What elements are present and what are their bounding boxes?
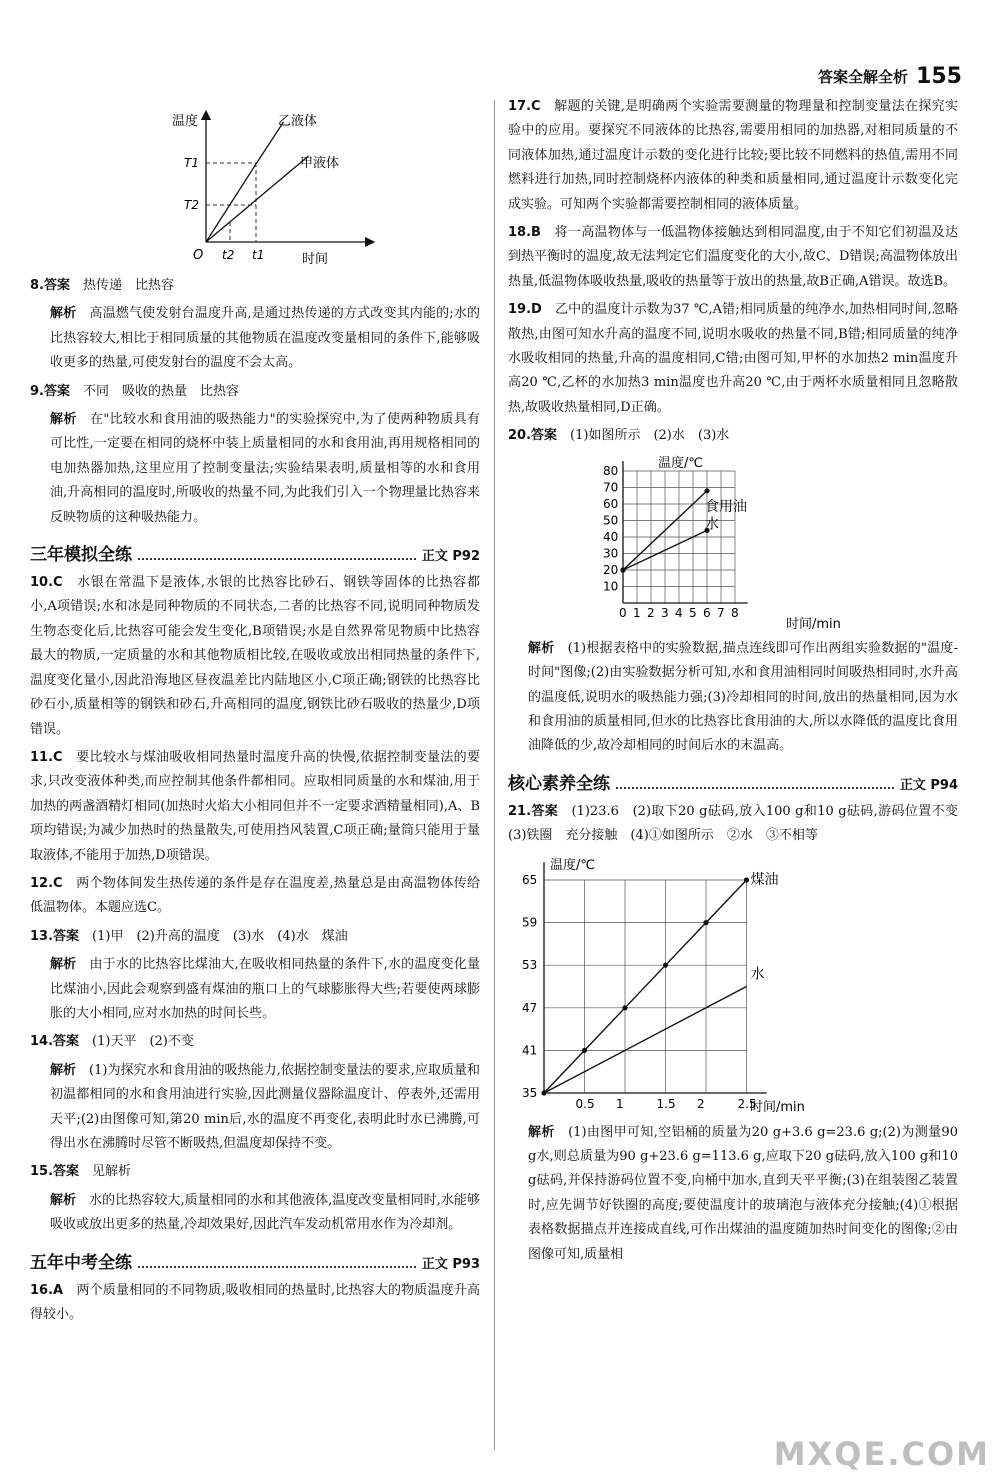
y-tick-label: 40 (603, 529, 619, 544)
series-label-jia: 甲液体 (300, 156, 340, 171)
data-point (663, 962, 668, 967)
item-number: 11.C (30, 749, 63, 765)
y-tick-label: 80 (603, 463, 619, 478)
section-header (30, 540, 480, 565)
x-tick-label: 6 (703, 605, 711, 620)
x-tick-label: 2 (647, 605, 655, 620)
item-text: 见解析 (92, 1164, 132, 1180)
item-number: 21.答案 (508, 803, 559, 819)
leader-dots (138, 546, 416, 560)
item-text: (1)根据表格中的实验数据,描点连线即可作出两组实验数据的"温度-时间"图像;(2)由实验数据分析可知,水和食用油相同时间吸热相同时,水升高的温度低,说明水的吸热能力强;(3)冷却相同的时间,放出的热量相同,因为水和食用油的质量相同,但水的比热容比食用油的大,所以水降低的温度比食用油降低的少,故冷却相同的时间后水的末温高。 (528, 640, 958, 754)
analysis-label: 解析 (50, 957, 77, 973)
item-number: 13.答案 (30, 928, 80, 944)
y-tick-label: 35 (522, 1085, 538, 1100)
answer-item (508, 800, 972, 849)
series-label-yi: 乙液体 (278, 114, 318, 129)
item-number: 12.C (30, 875, 63, 891)
analysis-label: 解析 (50, 1192, 77, 1208)
y-tick-label: 70 (603, 480, 619, 495)
item-text: (1)由图甲可知,空铝桶的质量为20 g+3.6 g=23.6 g;(2)为测量90 g水,则总质量为90 g+23.6 g=113.6 g,应取下20 g砝码,放入100 g和10 g砝码,并保持游码位置不变,向桶中加水,直到天平平衡;(3)在组装图乙装置时,应先调节好铁圈的高度;要使温度计的玻璃泡与液体充分接触;(4)①根据表格数据描点并连接成直线,可作出煤油的温度随加热时间变化的图像;②由图像可知,质量相 (528, 1124, 958, 1262)
y-tick-label: 50 (603, 513, 619, 528)
item-number: 14.答案 (30, 1034, 80, 1050)
x-tick-label: 2.5 (737, 1096, 757, 1111)
data-point (744, 877, 749, 882)
series-label: 水 (750, 966, 765, 983)
answer-item (30, 746, 480, 868)
item-number: 15.答案 (30, 1164, 80, 1180)
leader-dots (138, 1254, 416, 1268)
right-column (508, 95, 972, 1271)
series-line-0 (544, 880, 747, 1093)
y-tick-label: 65 (522, 872, 538, 887)
section-header (508, 769, 958, 794)
section-page-ref: 正文 P94 (899, 777, 958, 793)
item-text: (1)天平 (2)不变 (92, 1034, 194, 1050)
series-line-0 (206, 122, 284, 242)
section-page-ref: 正文 P92 (421, 549, 480, 565)
analysis-paragraph (30, 408, 480, 530)
item-text: 乙中的温度计示数为37 ℃,A错;相同质量的纯净水,加热相同时间,忽略散热,由图可知水升高的温度不同,说明水吸收的热量不同,B错;相同质量的纯净水吸收相同的热量,升高的温度相同,C错;由图可知,甲杯的水加热2 min温度升高20 ℃,乙杯的水加热3 min温度也升高20 ℃,由于两杯水质量相同且忽略散热,故吸收热量相同,D正确。 (508, 302, 958, 415)
series-label: 食用油 (705, 498, 747, 515)
item-number: 16.A (30, 1282, 64, 1298)
answer-item (30, 380, 480, 404)
x-tick-label: 1 (633, 605, 641, 620)
item-text: 在"比较水和食用油的吸热能力"的实验探究中,为了使两种物质具有可比性,一定要在相同的烧杯中装上质量相同的水和食用油,再用规格相同的电加热器加热,这里应用了控制变量法;实验结果表明,质量相等的水和食用油,升高相同的温度时,所吸收的热量不同,为此我们引入一个物理量比热容来反映物质的这种吸热能力。 (50, 412, 480, 525)
chart-liquid-temperature (30, 95, 480, 270)
y-tick-label: T1 (184, 156, 199, 170)
x-tick-label: 4 (675, 605, 683, 620)
x-tick-label: t1 (252, 248, 265, 262)
item-number: 8.答案 (30, 278, 70, 293)
series-label: 水 (705, 516, 719, 533)
x-tick-label: 3 (661, 605, 669, 620)
series-line-1 (206, 156, 309, 242)
analysis-paragraph (30, 1189, 480, 1238)
item-number: 18.B (508, 225, 541, 241)
x-tick-label: 0 (619, 605, 627, 620)
data-point (704, 488, 709, 493)
analysis-label: 解析 (50, 1062, 77, 1078)
answer-item (30, 872, 480, 921)
answer-item (508, 424, 958, 448)
analysis-paragraph (508, 637, 958, 759)
data-point (582, 1047, 587, 1052)
analysis-label: 解析 (528, 1124, 555, 1140)
y-tick-label: T2 (184, 198, 199, 212)
item-text: (1)如图所示 (2)水 (3)水 (570, 428, 730, 444)
answer-item (508, 95, 958, 217)
answer-item (30, 1160, 480, 1184)
answer-item (508, 221, 958, 294)
x-tick-label: 8 (731, 605, 739, 620)
y-tick-label: 30 (603, 546, 619, 561)
left-column (30, 95, 480, 1331)
item-text: 将一高温物体与一低温物体接触达到相同温度,由于不知它们初温及达到热平衡时的温度,故无法判定它们温度变化的大小,故C、D错误;高温物体放出热量,低温物体吸收热量,吸收的热量等于放出的热量,故B正确,A错误。故选B。 (508, 225, 958, 289)
item-text: 水银在常温下是液体,水银的比热容比砂石、钢铁等固体的比热容都小,A项错误;水和冰是同种物质的不同状态,二者的比热容不同,说明同种物质发生物态变化后,比热容可能会发生变化,B项错误;水是自然界常见物质中比热容最大的物质,一定质量的水和其他物质相比较,在吸收或放出相同热量的条件下,温度变化量小,因此沿海地区昼夜温差比内陆地区小,C项正确;钢铁的比热容比砂石小,质量相等的钢铁和砂石,升高相同的温度,钢铁比砂石吸收的热量少,D项错误。 (30, 575, 480, 737)
item-text: 高温燃气使发射台温度升高,是通过热传递的方式改变其内能的;水的比热容较大,相比于相同质量的其他物质在温度改变量相同的条件下,能够吸收更多的热量,可使发射台的温度不会太高。 (50, 306, 480, 371)
answer-item (30, 571, 480, 742)
item-text: (1)23.6 (2)取下20 g砝码,放入100 g和10 g砝码,游码位置不变 (3)铁圈 充分接触 (4)①如图所示 ②水 ③不相等 (508, 803, 972, 844)
analysis-label: 解析 (50, 306, 77, 322)
item-text: 要比较水与煤油吸收相同热量时温度升高的快慢,依据控制变量法的要求,只改变液体种类,而应控制其他条件都相同。应取相同质量的水和煤油,用于加热的两盏酒精灯相同(加热时火焰大小相同但并不一定要求酒精量相同),A、B项均错误;为减少加热时的热量散失,可使用挡风装置,C项正确;量筒只能用于量取液体,不能用于加热,D项错误。 (30, 749, 480, 863)
answer-item (30, 1279, 480, 1328)
item-text: 由于水的比热容比煤油大,在吸收相同热量的条件下,水的温度变化量比煤油小,因此会观察到盛有煤油的瓶口上的气球膨胀得大些;若要使两球膨胀的大小相同,应对水加热的时间长些。 (50, 957, 480, 1021)
y-axis-label: 温度/℃ (658, 455, 703, 471)
analysis-paragraph (30, 953, 480, 1026)
answer-item (30, 925, 480, 949)
analysis-paragraph (30, 1059, 480, 1157)
x-axis-label: 时间 (302, 252, 329, 267)
y-tick-label: 59 (522, 915, 538, 930)
y-tick-label: 47 (522, 1000, 538, 1015)
page-header (818, 64, 962, 89)
x-tick-label: 5 (689, 605, 697, 620)
data-point (622, 1005, 627, 1010)
item-number: 9.答案 (30, 383, 70, 399)
page-number: 155 (916, 64, 962, 89)
section-page-ref: 正文 P93 (421, 1256, 480, 1272)
origin-label: O (193, 248, 204, 263)
item-number: 10.C (30, 575, 63, 591)
chart-water-oil-heating (508, 453, 958, 633)
header-label: 答案全解全析 (818, 68, 909, 86)
item-text: 两个质量相同的不同物质,吸收相同的热量时,比热容大的物质温度升高得较小。 (30, 1282, 480, 1323)
answer-item (30, 1030, 480, 1054)
item-number: 17.C (508, 99, 541, 114)
leader-dots (616, 775, 894, 789)
column-divider (494, 100, 495, 1450)
analysis-label: 解析 (50, 412, 77, 428)
y-tick-label: 53 (522, 957, 538, 972)
answer-item (30, 274, 480, 298)
x-axis-label: 时间/min (786, 616, 841, 632)
y-tick-label: 20 (603, 562, 619, 577)
item-text: 不同 吸收的热量 比热容 (83, 383, 240, 399)
section-title: 核心素养全练 (508, 773, 610, 794)
section-title: 五年中考全练 (30, 1252, 132, 1273)
item-text: (1)甲 (2)升高的温度 (3)水 (4)水 煤油 (92, 928, 348, 944)
analysis-label: 解析 (528, 640, 555, 656)
y-axis-label: 温度 (172, 114, 199, 129)
y-tick-label: 60 (603, 496, 619, 511)
section-header (30, 1248, 480, 1273)
series-label: 煤油 (750, 871, 779, 888)
x-tick-label: t2 (222, 248, 235, 262)
x-tick-label: 0.5 (575, 1096, 595, 1111)
x-tick-label: 7 (717, 605, 725, 620)
data-point (703, 920, 708, 925)
x-axis-label: 时间/min (750, 1099, 805, 1115)
item-text: (1)为探究水和食用油的吸热能力,依据控制变量法的要求,应取质量和初温都相同的水和食用油进行实验,因此测量仪器除温度计、停表外,还需用天平;(2)由图像可知,第20 min后,水的温度不再变化,表明此时水已沸腾,可得出水在沸腾时尽管不断吸热,但温度却保持不变。 (50, 1062, 480, 1151)
analysis-paragraph (30, 302, 480, 375)
item-text: 两个物体间发生热传递的条件是存在温度差,热量总是由高温物体传给低温物体。本题应选C。 (30, 875, 480, 916)
y-tick-label: 10 (603, 579, 619, 594)
analysis-paragraph (508, 1121, 958, 1267)
series-line-1 (544, 986, 747, 1093)
y-tick-label: 41 (522, 1042, 538, 1057)
item-text: 解题的关键,是明确两个实验需要测量的物理量和控制变量法在探究实验中的应用。要探究不同液体的比热容,需要用相同的加热器,对相同质量的不同液体加热,通过温度计示数的变化进行比较;要比较不同燃料的热值,需用不同燃料进行加热,同时控制烧杯内液体的种类和质量相同,通过温度计示数变化完成实验。可知两个实验都需要控制相同的液体质量。 (508, 99, 958, 212)
item-number: 19.D (508, 302, 542, 318)
chart-kerosene-water (508, 853, 958, 1117)
item-text: 热传递 比热容 (83, 278, 175, 293)
section-title: 三年模拟全练 (30, 545, 132, 566)
x-tick-label: 1.5 (656, 1096, 676, 1111)
watermark-logo: MXQE.COM (773, 1435, 990, 1473)
item-number: 20.答案 (508, 428, 558, 444)
x-tick-label: 1 (616, 1096, 624, 1111)
data-point (620, 567, 625, 572)
y-axis-label: 温度/℃ (550, 857, 595, 873)
answer-item (508, 298, 958, 420)
x-tick-label: 2 (697, 1096, 705, 1111)
item-text: 水的比热容较大,质量相同的水和其他液体,温度改变量相同时,水能够吸收或放出更多的热量,冷却效果好,因此汽车发动机常用水作为冷却剂。 (50, 1192, 480, 1233)
